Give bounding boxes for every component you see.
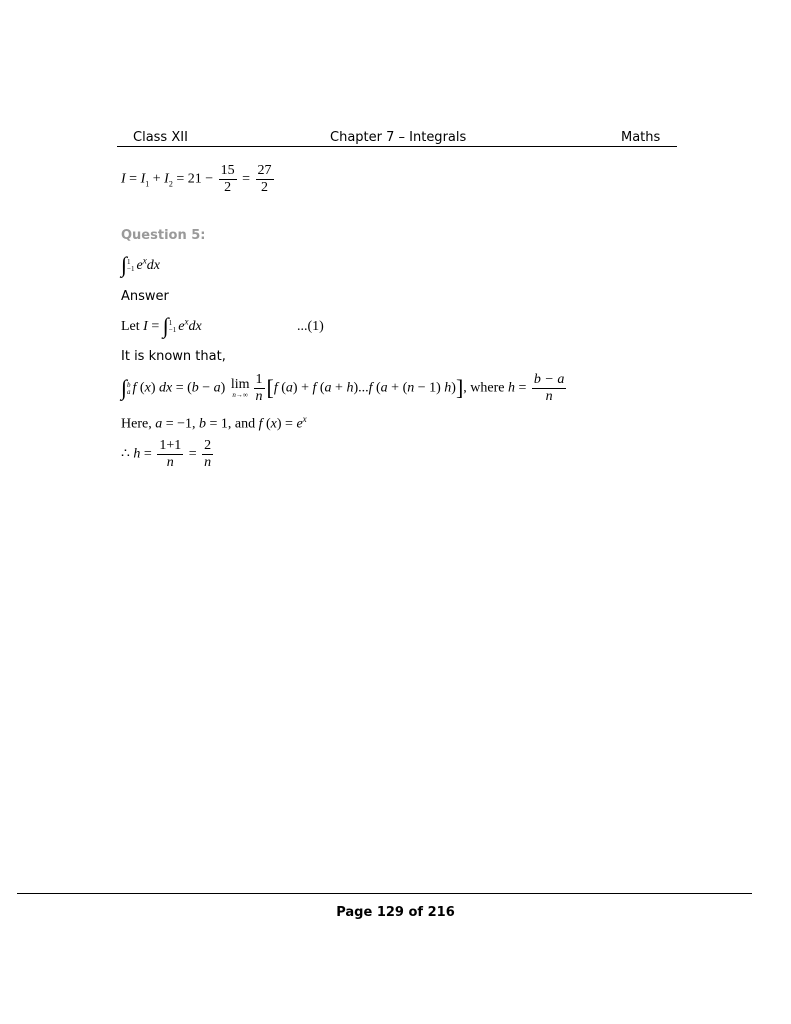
math-h-value: ∴ h = $\frac{1+1}{n}$ = $\frac{2}{n}$ (121, 438, 212, 470)
question-heading: Question 5: (121, 228, 206, 243)
header-divider (117, 146, 677, 147)
math-let-definition: Let I = ∫ 1 −1 $e^xdx$ (121, 313, 202, 338)
page-number: Page 129 of 216 (336, 905, 455, 920)
equation-reference: ...(1) (297, 319, 324, 334)
known-statement: It is known that, (121, 349, 226, 364)
math-result: $I = I_1 + I_2 = 21$ − $\frac{15}{2}$ = $\frac{27}{2}$ (121, 163, 272, 195)
header-subject: Maths (621, 130, 661, 145)
header-class: Class XII (133, 130, 188, 145)
header-chapter: Chapter 7 – Integrals (330, 130, 467, 145)
footer-divider (17, 893, 752, 894)
math-riemann-formula: ∫ b a f (x) dx = (b − a) lim n→∞ $\frac{1}{n}$ [f (a) + f (a + h)...f (a + (n − 1) h)], where h = $\frac{b - a}{n}$ (121, 372, 565, 404)
math-parameters: Here, a = −1, b = 1, and f $(x) = e^x$ (121, 414, 307, 432)
math-question-integral: ∫ 1 −1 $e^xdx$ (121, 252, 160, 277)
answer-label: Answer (121, 289, 169, 304)
